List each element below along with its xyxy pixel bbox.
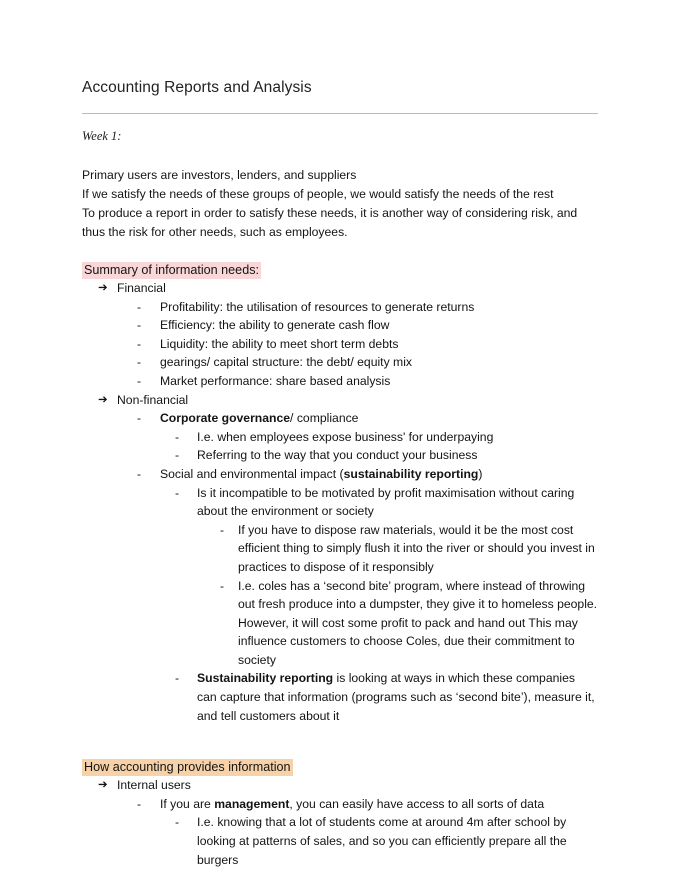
outline-item-text: If you are management, you can easily have access to all sorts of data (160, 796, 545, 811)
outline-item-level-3 (175, 428, 598, 447)
bold-term: Corporate governance (160, 411, 291, 426)
outline-item-level-3 (175, 446, 598, 465)
outline-item-text: Financial (117, 281, 166, 295)
outline-item-level-4 (220, 521, 598, 577)
dash-bullet-icon: - (220, 578, 225, 593)
outline-item-text: Social and environmental impact (sustainability reporting) (160, 466, 483, 481)
outline-item-level-2 (137, 372, 598, 391)
outline-item-level-2 (137, 353, 598, 372)
dash-bullet-icon: - (175, 448, 180, 463)
outline-item-text: Non-financial (117, 392, 189, 407)
section-heading (82, 759, 598, 776)
dash-bullet-icon: - (137, 373, 142, 388)
outline-item-level-3 (175, 669, 598, 725)
outline-item-level-1 (98, 776, 598, 795)
outline-item-text: Corporate governance/ compliance (160, 411, 359, 426)
dash-bullet-icon: - (137, 466, 142, 481)
dash-bullet-icon: - (175, 671, 180, 686)
dash-bullet-icon: - (137, 299, 142, 314)
outline-item-text: Market performance: share based analysis (160, 373, 391, 388)
outline-item-text: Liquidity: the ability to meet short term debts (160, 336, 399, 351)
outline-item-text: Referring to the way that you conduct your business (197, 448, 478, 463)
outline-item-level-1 (98, 279, 598, 298)
dash-bullet-icon: - (137, 796, 142, 811)
outline-item-level-3 (175, 813, 598, 869)
dash-bullet-icon: - (175, 485, 180, 500)
outline-item-level-4 (220, 577, 598, 670)
outline-item-level-1 (98, 391, 598, 410)
section-heading (82, 262, 598, 279)
outline-item-level-2 (137, 316, 598, 335)
arrow-bullet-icon: ➔ (98, 393, 108, 406)
outline-item-text: Profitability: the utilisation of resources to generate returns (160, 299, 475, 314)
bold-term: management (214, 796, 290, 811)
outline-list (82, 776, 598, 869)
outline-item-level-2 (137, 298, 598, 317)
intro-line-2: If we satisfy the needs of these groups of people, we would satisfy the needs of the rest (82, 187, 554, 201)
dash-bullet-icon: - (175, 815, 180, 830)
week-label: Week 1: (82, 129, 122, 143)
dash-bullet-icon: - (175, 429, 180, 444)
heading-highlight: Summary of information needs: (84, 263, 259, 277)
outline-item-level-3 (175, 484, 598, 521)
outline-item-level-2 (137, 409, 598, 428)
dash-bullet-icon: - (137, 355, 142, 370)
outline-item-text: gearings/ capital structure: the debt/ equity mix (160, 355, 413, 370)
outline-list (82, 279, 598, 725)
intro-paragraph (82, 166, 592, 242)
dash-bullet-icon: - (220, 522, 225, 537)
page-title: Accounting Reports and Analysis (82, 79, 312, 96)
title-divider (82, 113, 598, 114)
arrow-bullet-icon: ➔ (98, 779, 108, 792)
dash-bullet-icon: - (137, 336, 142, 351)
outline-item-text: Efficiency: the ability to generate cash flow (160, 318, 390, 333)
bold-term: Sustainability reporting (197, 671, 334, 686)
outline-item-level-2 (137, 795, 598, 814)
heading-highlight: How accounting provides information (84, 760, 291, 775)
outline-item-text: Is it incompatible to be motivated by profit maximisation without caring about the environment or society (197, 485, 575, 519)
outline-item-text: Sustainability reporting is looking at ways in which these companies can capture that information (programs such as ‘second bite’), measure it, and tell customers about it (197, 671, 595, 723)
sections-container (82, 262, 598, 869)
outline-item-text: I.e. coles has a ‘second bite’ program, where instead of throwing out fresh produce into a dumpster, they give it to homeless people. However, it will cost some profit to pack and hand out This may influence customers to choose Coles, due their commitment to society (238, 578, 598, 667)
arrow-bullet-icon: ➔ (98, 282, 108, 294)
section-spacer (82, 725, 598, 739)
intro-line-3: To produce a report in order to satisfy these needs, it is another way of considering risk, and thus the risk for other needs, such as employees. (82, 206, 578, 239)
dash-bullet-icon: - (137, 411, 142, 426)
dash-bullet-icon: - (137, 318, 142, 333)
outline-item-text: I.e. knowing that a lot of students come at around 4m after school by looking at patterns of sales, and so you can efficiently prepare all the burgers (197, 815, 567, 867)
bold-term: sustainability reporting (343, 466, 479, 481)
outline-item-text: I.e. when employees expose business' for underpaying (197, 429, 494, 444)
outline-item-text: If you have to dispose raw materials, would it be the most cost efficient thing to simply flush it into the river or should you invest in practices to dispose of it responsibly (238, 522, 595, 574)
outline-item-text: Internal users (117, 778, 191, 793)
outline-item-level-2 (137, 465, 598, 484)
intro-line-1: Primary users are investors, lenders, and suppliers (82, 168, 357, 182)
outline-item-level-2 (137, 335, 598, 354)
